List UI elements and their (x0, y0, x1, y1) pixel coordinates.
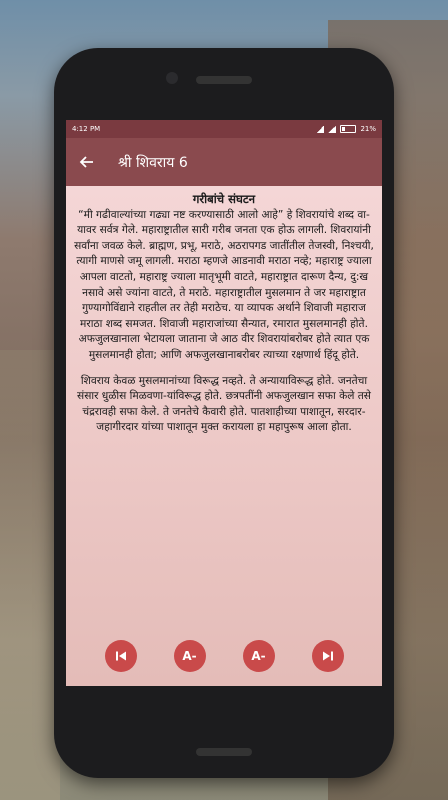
app-bar (66, 138, 382, 186)
back-arrow-icon[interactable] (76, 151, 98, 173)
skip-previous-button[interactable] (105, 640, 137, 672)
status-bar (66, 120, 382, 138)
article-paragraph-1: “मी गढीवाल्यांच्या गढ्या नष्ट करण्यासाठी आलो आहे” हे शिवरायांचे शब्द वा-यावर सर्वत्र गेले. महाराष्ट्रातील सारी गरीब जनता एक होऊ लागली. शिवरायांनी सर्वांना जवळ केले. ब्राह्मण, प्रभू, मराठे, अठरापगड जातींतील तेजस्वी, निश्चयी, त्यागी माणसे जमू लागली. मराठा म्हणजे आडनावी मराठा नव्हे; महाराष्ट्र ज्याला आपला वाटतो, महाराष्ट्र ज्याला मातृभूमी वाटते, महाराष्ट्रात दारूण दैन्य, दु:ख नसावे असे ज्यांना वाटते, ते मराठे. महाराष्ट्रातील मुसलमान ते जर महाराष्ट्रात गुण्यागोविंद्याने राहतील तर तेही मराठेच. या व्यापक अर्थाने शिवाजी महाराज मराठा शब्द समजत. शिवाजी महाराजांच्या सैन्यात, रमारात मुसलमानही होते. अफजुलखानाला भेटायला जाताना जे आठ वीर शिवरायांबरोबर होते त्यात एक मुसलमानही होता; आणि अफजुलखानाबरोबर त्याच्या रक्षणार्थ हिंदू होते. (74, 208, 374, 361)
status-icons (316, 125, 376, 133)
background-ground (0, 350, 60, 800)
battery-icon (340, 125, 356, 133)
signal-icon (316, 126, 324, 133)
skip-previous-icon (115, 650, 127, 662)
status-time: 4:12 PM (72, 125, 101, 133)
article-paragraph-2: शिवराय केवळ मुसलमानांच्या विरूद्ध नव्हते. ते अन्यायाविरूद्ध होते. जनतेचा संसार धुळीस मिळवणा-यांविरूद्ध होते. छत्रपतींनी अफजुलखान सफा केले तसे चंद्ररावही सफा केले. ते जनतेचे कैवारी होते. पातशाहीच्या पाशातून, सरदार-जहागीरदार यांच्या पाशातून मुक्त करायला हा महापुरूष आला होता. (77, 374, 371, 434)
front-camera (166, 72, 178, 84)
app-screen (66, 120, 382, 686)
skip-next-button[interactable] (312, 640, 344, 672)
font-decrease-button[interactable]: A- (174, 640, 206, 672)
page-title: श्री शिवराय 6 (118, 154, 188, 171)
earpiece-speaker (196, 76, 252, 84)
article-content[interactable] (66, 186, 382, 686)
signal-icon-2 (328, 126, 336, 133)
battery-percent: 21% (360, 125, 376, 133)
article-heading: गरीबांचे संघटन (192, 192, 256, 206)
font-increase-button[interactable]: A- (243, 640, 275, 672)
article-text (66, 186, 382, 436)
phone-frame (54, 48, 394, 778)
skip-next-icon (322, 650, 334, 662)
bottom-speaker (196, 748, 252, 756)
reader-controls (66, 640, 382, 672)
